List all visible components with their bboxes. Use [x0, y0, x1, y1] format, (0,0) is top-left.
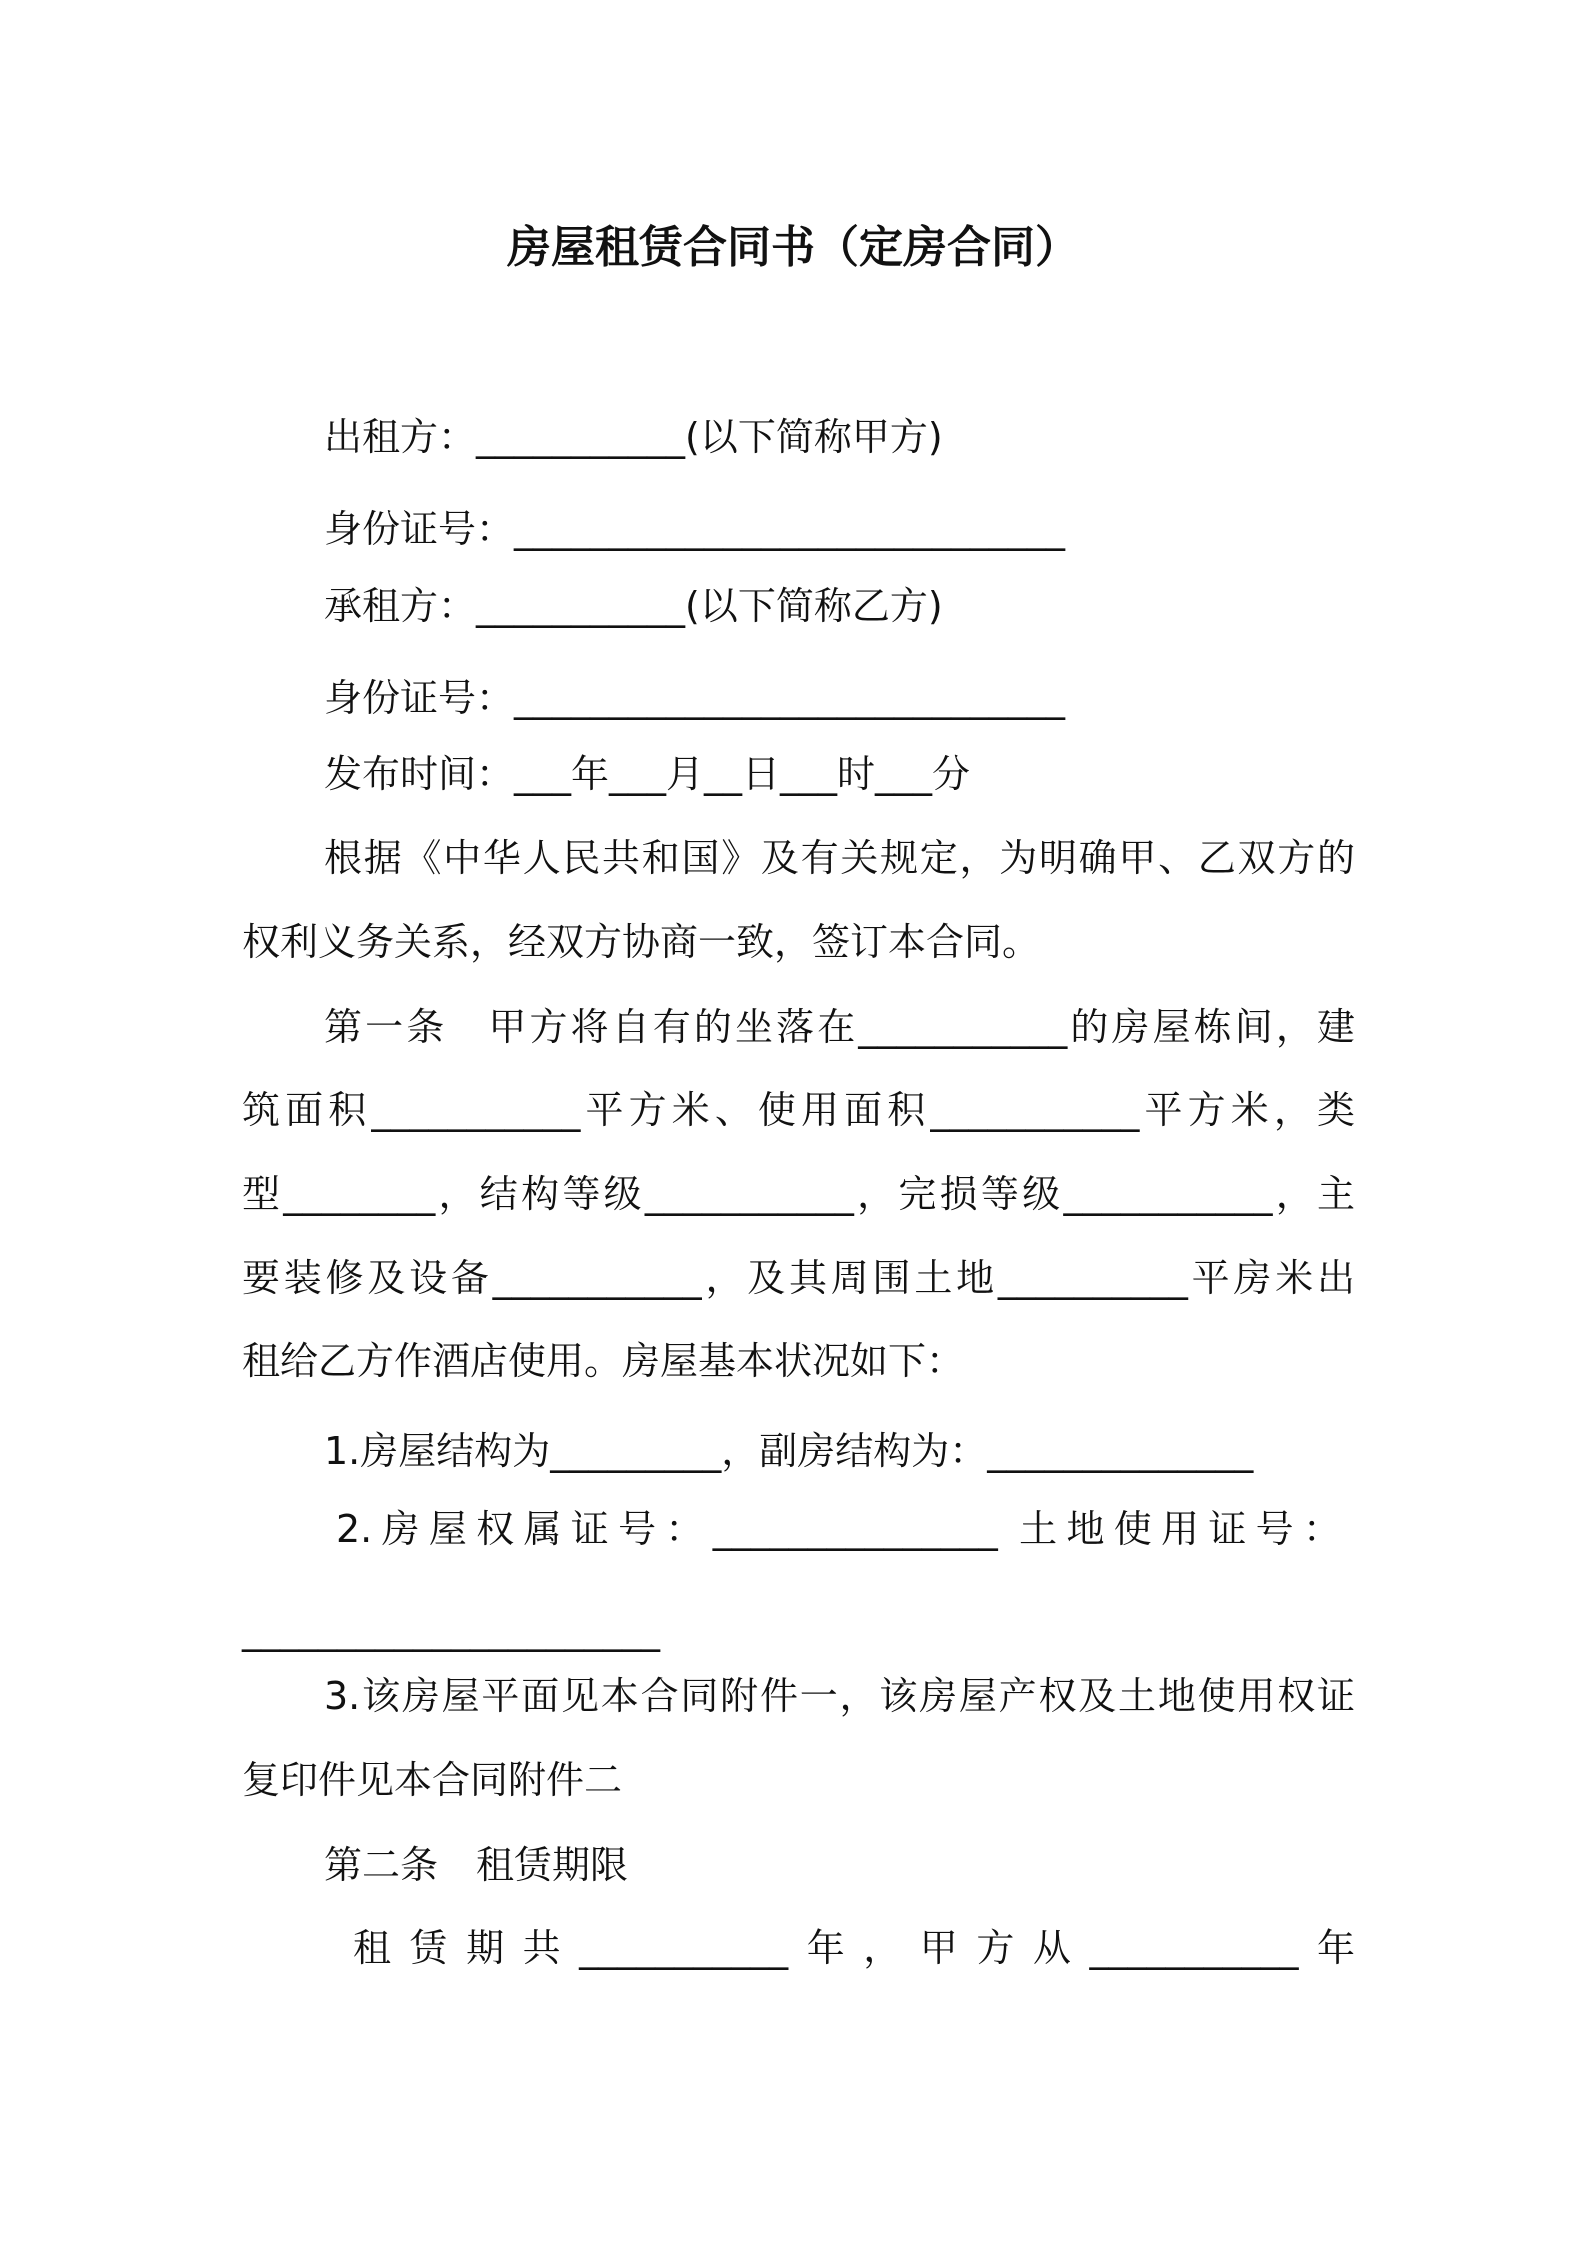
- article-1-item-2-blank: ______________________: [242, 1608, 660, 1652]
- article-1-item-1: 1.房屋结构为_________，副房结构为：______________: [324, 1429, 1254, 1473]
- article-1-line: 租给乙方作酒店使用。房屋基本状况如下：: [242, 1339, 965, 1383]
- lessor-line: 出租方：___________(以下简称甲方): [324, 415, 943, 459]
- article-2-heading: 第二条 租赁期限: [324, 1843, 629, 1887]
- article-1-item-3: 3.该房屋平面见本合同附件一，该房屋产权及土地使用权证: [324, 1674, 1355, 1718]
- article-2-line: 租赁期共___________年，甲方从___________年: [353, 1926, 1355, 1970]
- document-title: 房屋租赁合同书（定房合同）: [507, 222, 1079, 273]
- lessor-id-line: 身份证号：_____________________________: [324, 507, 1066, 551]
- preamble-line: 根据《中华人民共和国》及有关规定，为明确甲、乙双方的: [324, 836, 1355, 880]
- lessee-line: 承租方：___________(以下简称乙方): [324, 584, 943, 628]
- article-1-line: 型________，结构等级___________，完损等级___________，主: [242, 1172, 1355, 1216]
- article-1-item-3: 复印件见本合同附件二: [242, 1758, 623, 1802]
- article-1-line: 第一条 甲方将自有的坐落在___________的房屋栋间，建: [324, 1005, 1355, 1049]
- article-1-item-2: 2.房屋权属证号：_______________ 土地使用证号：: [336, 1507, 1341, 1551]
- article-1-line: 筑面积___________平方米、使用面积___________平方米，类: [242, 1088, 1355, 1132]
- article-1-line: 要装修及设备___________，及其周围土地__________平房米出: [242, 1256, 1355, 1300]
- lessee-id-line: 身份证号：_____________________________: [324, 676, 1066, 720]
- preamble-line: 权利义务关系，经双方协商一致，签订本合同。: [242, 920, 1041, 964]
- publish-time-line: 发布时间：___年___月__日___时___分: [324, 752, 971, 796]
